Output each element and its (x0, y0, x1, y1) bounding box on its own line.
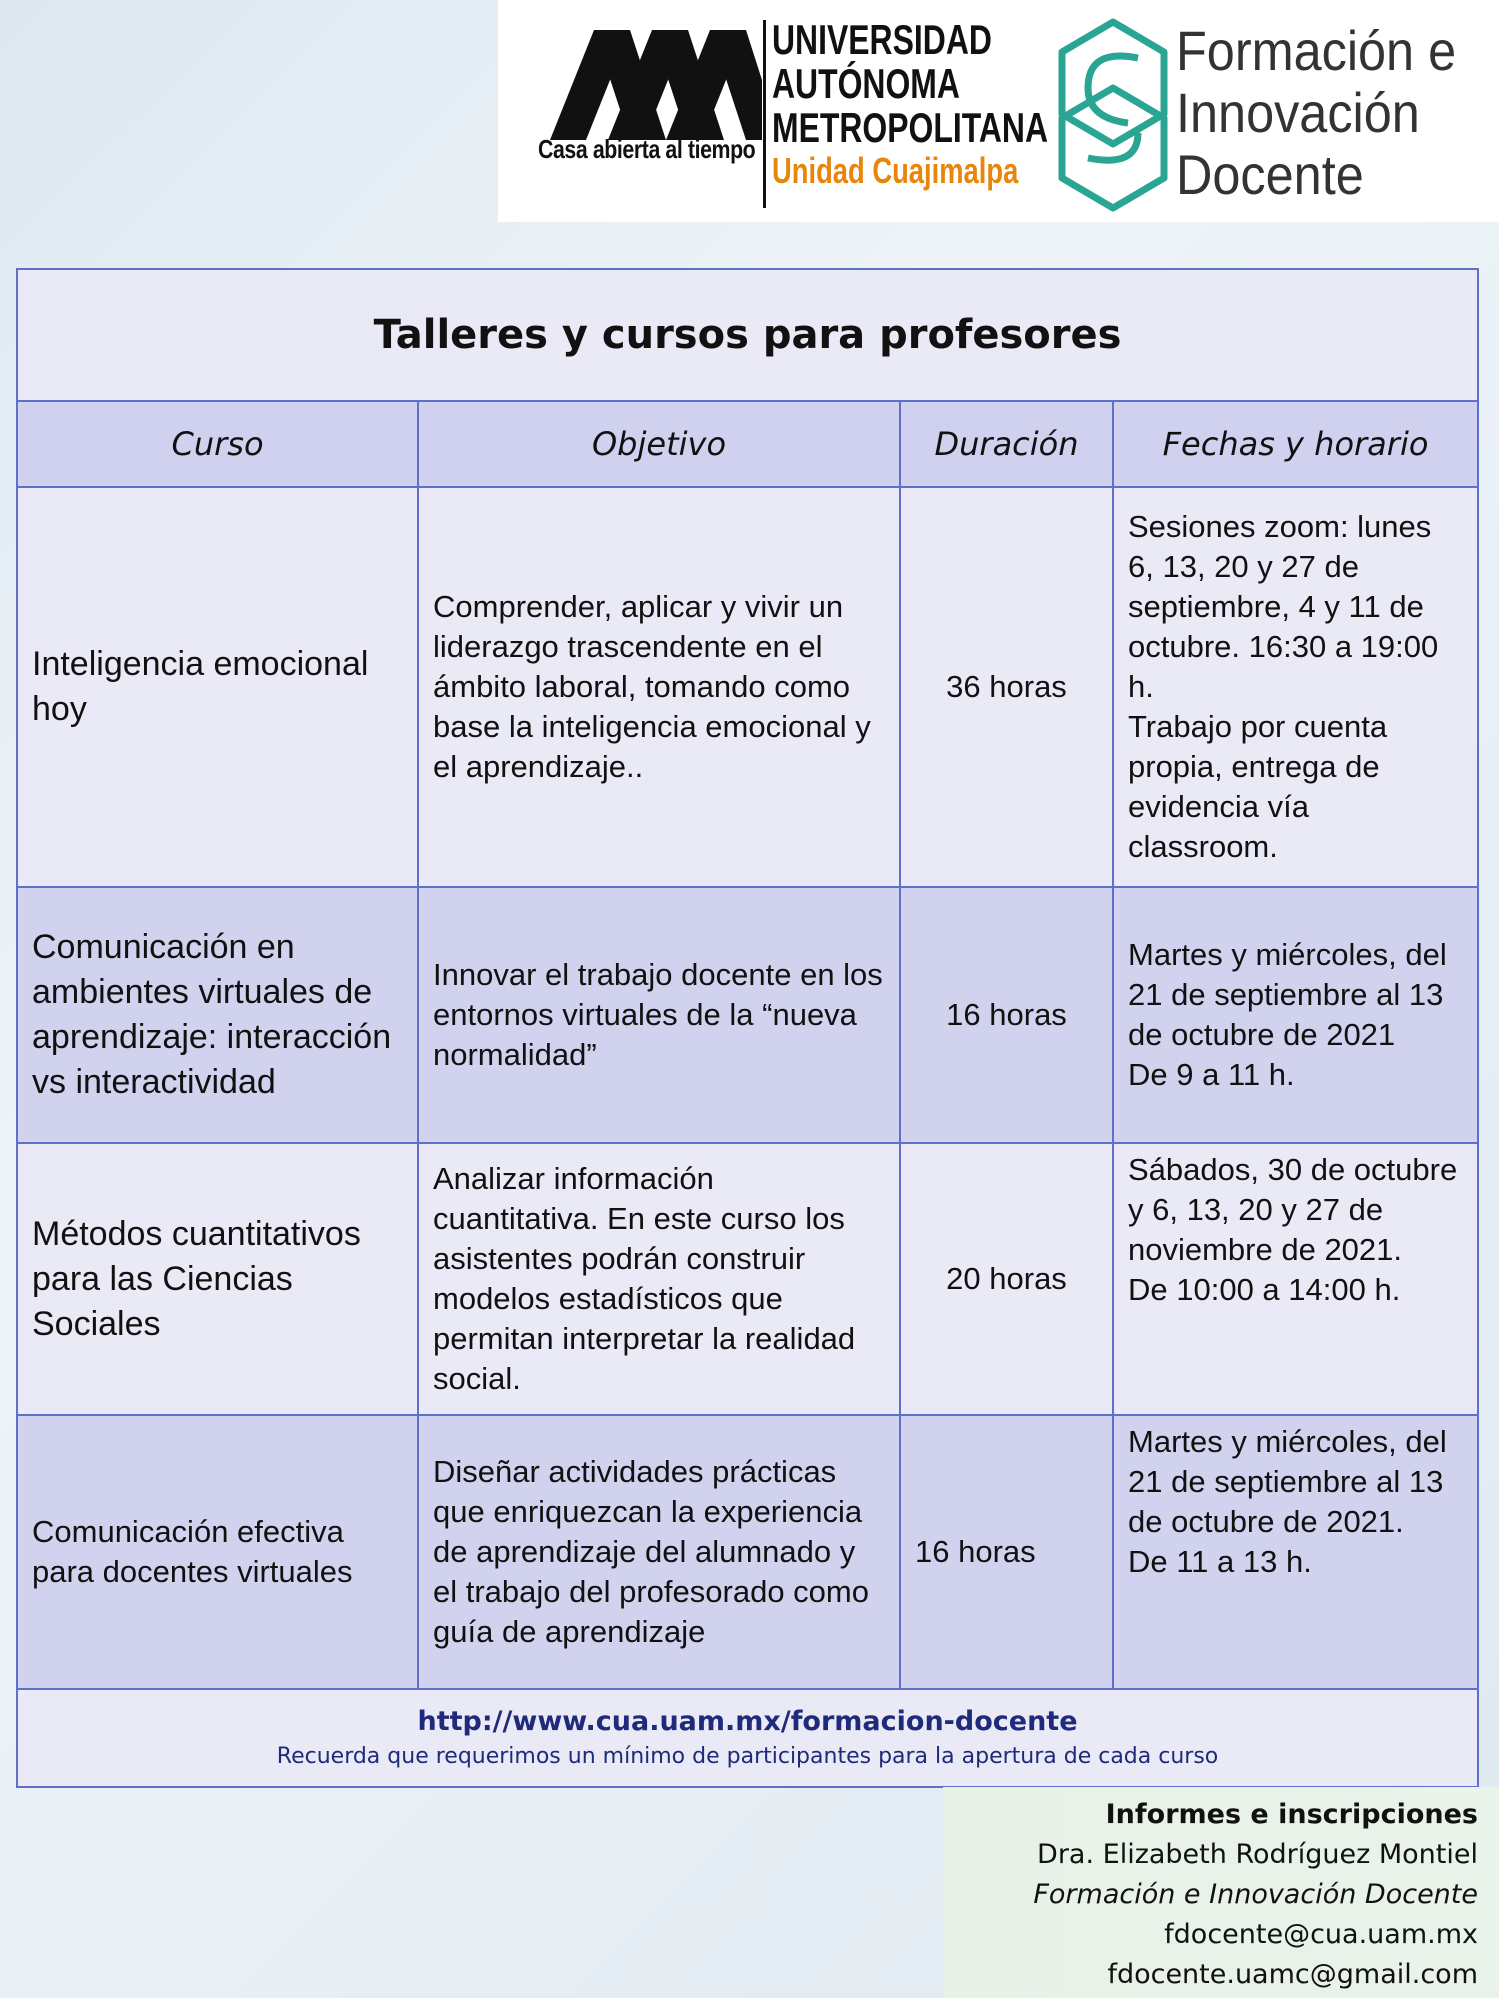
course-objective: Analizar información cuantitativa. En este curso los asistentes podrán construir modelos estadísticos que permitan interpretar la realidad social. (418, 1143, 900, 1415)
course-name: Inteligencia emocional hoy (17, 487, 418, 887)
schedule-line: De 11 a 13 h. (1128, 1544, 1312, 1579)
course-objective: Comprender, aplicar y vivir un liderazgo trascendente en el ámbito laboral, tomando como base la inteligencia emocional y el aprendizaje.. (418, 487, 900, 887)
schedule-line: Martes y miércoles, del 21 de septiembre al 13 de octubre de 2021 (1128, 937, 1447, 1052)
course-duration: 16 horas (900, 887, 1113, 1143)
header-logos (498, 0, 1499, 222)
fid-name-line-2: Innovación (1176, 81, 1420, 144)
table-row (17, 1143, 1478, 1415)
website-link[interactable]: http://www.cua.uam.mx/formacion-docente (417, 1706, 1078, 1737)
uam-tagline: Casa abierta al tiempo (538, 134, 756, 164)
course-duration: 36 horas (900, 487, 1113, 887)
column-header-objective: Objetivo (418, 401, 900, 487)
table-title: Talleres y cursos para profesores (17, 269, 1478, 401)
schedule-line: De 9 a 11 h. (1128, 1057, 1295, 1092)
schedule-line: De 10:00 a 14:00 h. (1128, 1272, 1401, 1307)
table-title-row (17, 269, 1478, 401)
table-footer (17, 1689, 1478, 1787)
course-name: Métodos cuantitativos para las Ciencias Sociales (17, 1143, 418, 1415)
table-row (17, 487, 1478, 887)
column-header-duration: Duración (900, 401, 1113, 487)
contact-name: Dra. Elizabeth Rodríguez Montiel (1037, 1839, 1478, 1870)
uam-name-line-2: AUTÓNOMA (772, 60, 960, 107)
contact-email-2[interactable]: fdocente.uamc@gmail.com (1107, 1959, 1478, 1990)
uam-name-line-3: METROPOLITANA (772, 104, 1049, 151)
column-header-schedule: Fechas y horario (1113, 401, 1478, 487)
course-duration: 20 horas (900, 1143, 1113, 1415)
course-schedule (1113, 1143, 1478, 1415)
table-row (17, 887, 1478, 1143)
uam-logo-icon (550, 22, 762, 148)
courses-table (16, 268, 1479, 1788)
contact-heading: Informes e inscripciones (1105, 1799, 1478, 1830)
course-duration: 16 horas (900, 1415, 1113, 1689)
contact-email-1[interactable]: fdocente@cua.uam.mx (1164, 1919, 1478, 1950)
table-footer-row (17, 1689, 1478, 1787)
table-header-row (17, 401, 1478, 487)
course-objective: Innovar el trabajo docente en los entornos virtuales de la “nueva normalidad” (418, 887, 900, 1143)
fid-name-line-1: Formación e (1176, 19, 1457, 82)
course-objective: Diseñar actividades prácticas que enriquezcan la experiencia de aprendizaje del alumnado y el trabajo del profesorado como guía de aprendizaje (418, 1415, 900, 1689)
course-name: Comunicación en ambientes virtuales de aprendizaje: interacción vs interactividad (17, 887, 418, 1143)
fid-logo-icon (1058, 18, 1168, 213)
uam-unit: Unidad Cuajimalpa (772, 150, 1019, 191)
schedule-line: Sesiones zoom: lunes 6, 13, 20 y 27 de septiembre, 4 y 11 de octubre. 16:30 a 19:00 h. (1128, 509, 1439, 704)
contact-box (943, 1787, 1499, 1998)
contact-department: Formación e Innovación Docente (1033, 1879, 1478, 1910)
course-name: Comunicación efectiva para docentes virtuales (17, 1415, 418, 1689)
schedule-line: Martes y miércoles, del 21 de septiembre al 13 de octubre de 2021. (1128, 1424, 1447, 1539)
participants-note: Recuerda que requerimos un mínimo de participantes para la apertura de cada curso (276, 1744, 1219, 1769)
uam-name-line-1: UNIVERSIDAD (772, 16, 992, 63)
schedule-line: Trabajo por cuenta propia, entrega de evidencia vía classroom. (1128, 709, 1388, 864)
column-header-course: Curso (17, 401, 418, 487)
course-schedule (1113, 487, 1478, 887)
course-schedule (1113, 1415, 1478, 1689)
course-schedule (1113, 887, 1478, 1143)
fid-name-line-3: Docente (1176, 143, 1364, 206)
schedule-line: Sábados, 30 de octubre y 6, 13, 20 y 27 de noviembre de 2021. (1128, 1152, 1458, 1267)
logo-divider (763, 20, 766, 208)
fid-name (1176, 20, 1487, 206)
table-row (17, 1415, 1478, 1689)
